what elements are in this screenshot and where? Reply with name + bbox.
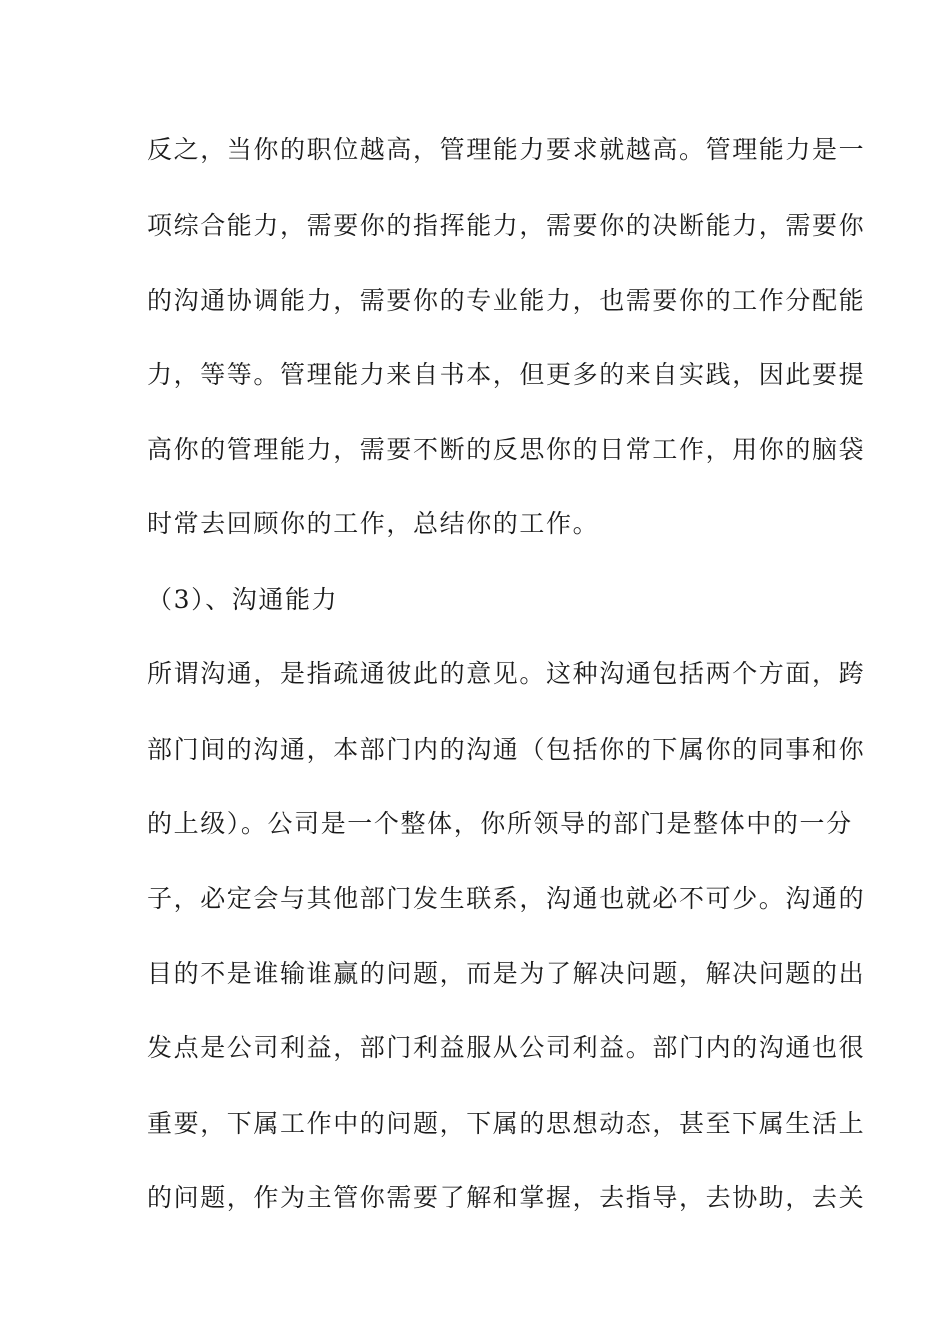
paragraph-line: 子，必定会与其他部门发生联系，沟通也就必不可少。沟通的 (147, 884, 866, 913)
paragraph-line: 反之，当你的职位越高，管理能力要求就越高。管理能力是一 (147, 135, 866, 164)
paragraph-line: 发点是公司利益，部门利益服从公司利益。部门内的沟通也很 (147, 1033, 866, 1062)
paragraph-line: 时常去回顾你的工作，总结你的工作。 (147, 509, 600, 538)
paragraph-line: 项综合能力，需要你的指挥能力，需要你的决断能力，需要你 (147, 211, 866, 240)
section-heading: （3）、沟通能力 (147, 585, 339, 614)
paragraph-line: 重要，下属工作中的问题，下属的思想动态，甚至下属生活上 (147, 1109, 866, 1138)
paragraph-line: 高你的管理能力，需要不断的反思你的日常工作，用你的脑袋 (147, 435, 866, 464)
paragraph-line: 的沟通协调能力，需要你的专业能力，也需要你的工作分配能 (147, 286, 866, 315)
paragraph-line: 的上级）。公司是一个整体，你所领导的部门是整体中的一分 (147, 809, 853, 838)
paragraph-line: 部门间的沟通，本部门内的沟通（包括你的下属你的同事和你 (147, 735, 866, 764)
paragraph-line: 力，等等。管理能力来自书本，但更多的来自实践，因此要提 (147, 360, 866, 389)
paragraph-line: 所谓沟通，是指疏通彼此的意见。这种沟通包括两个方面，跨 (147, 659, 866, 688)
paragraph-line: 目的不是谁输谁赢的问题，而是为了解决问题，解决问题的出 (147, 959, 866, 988)
paragraph-line: 的问题，作为主管你需要了解和掌握，去指导，去协助，去关 (147, 1183, 866, 1212)
